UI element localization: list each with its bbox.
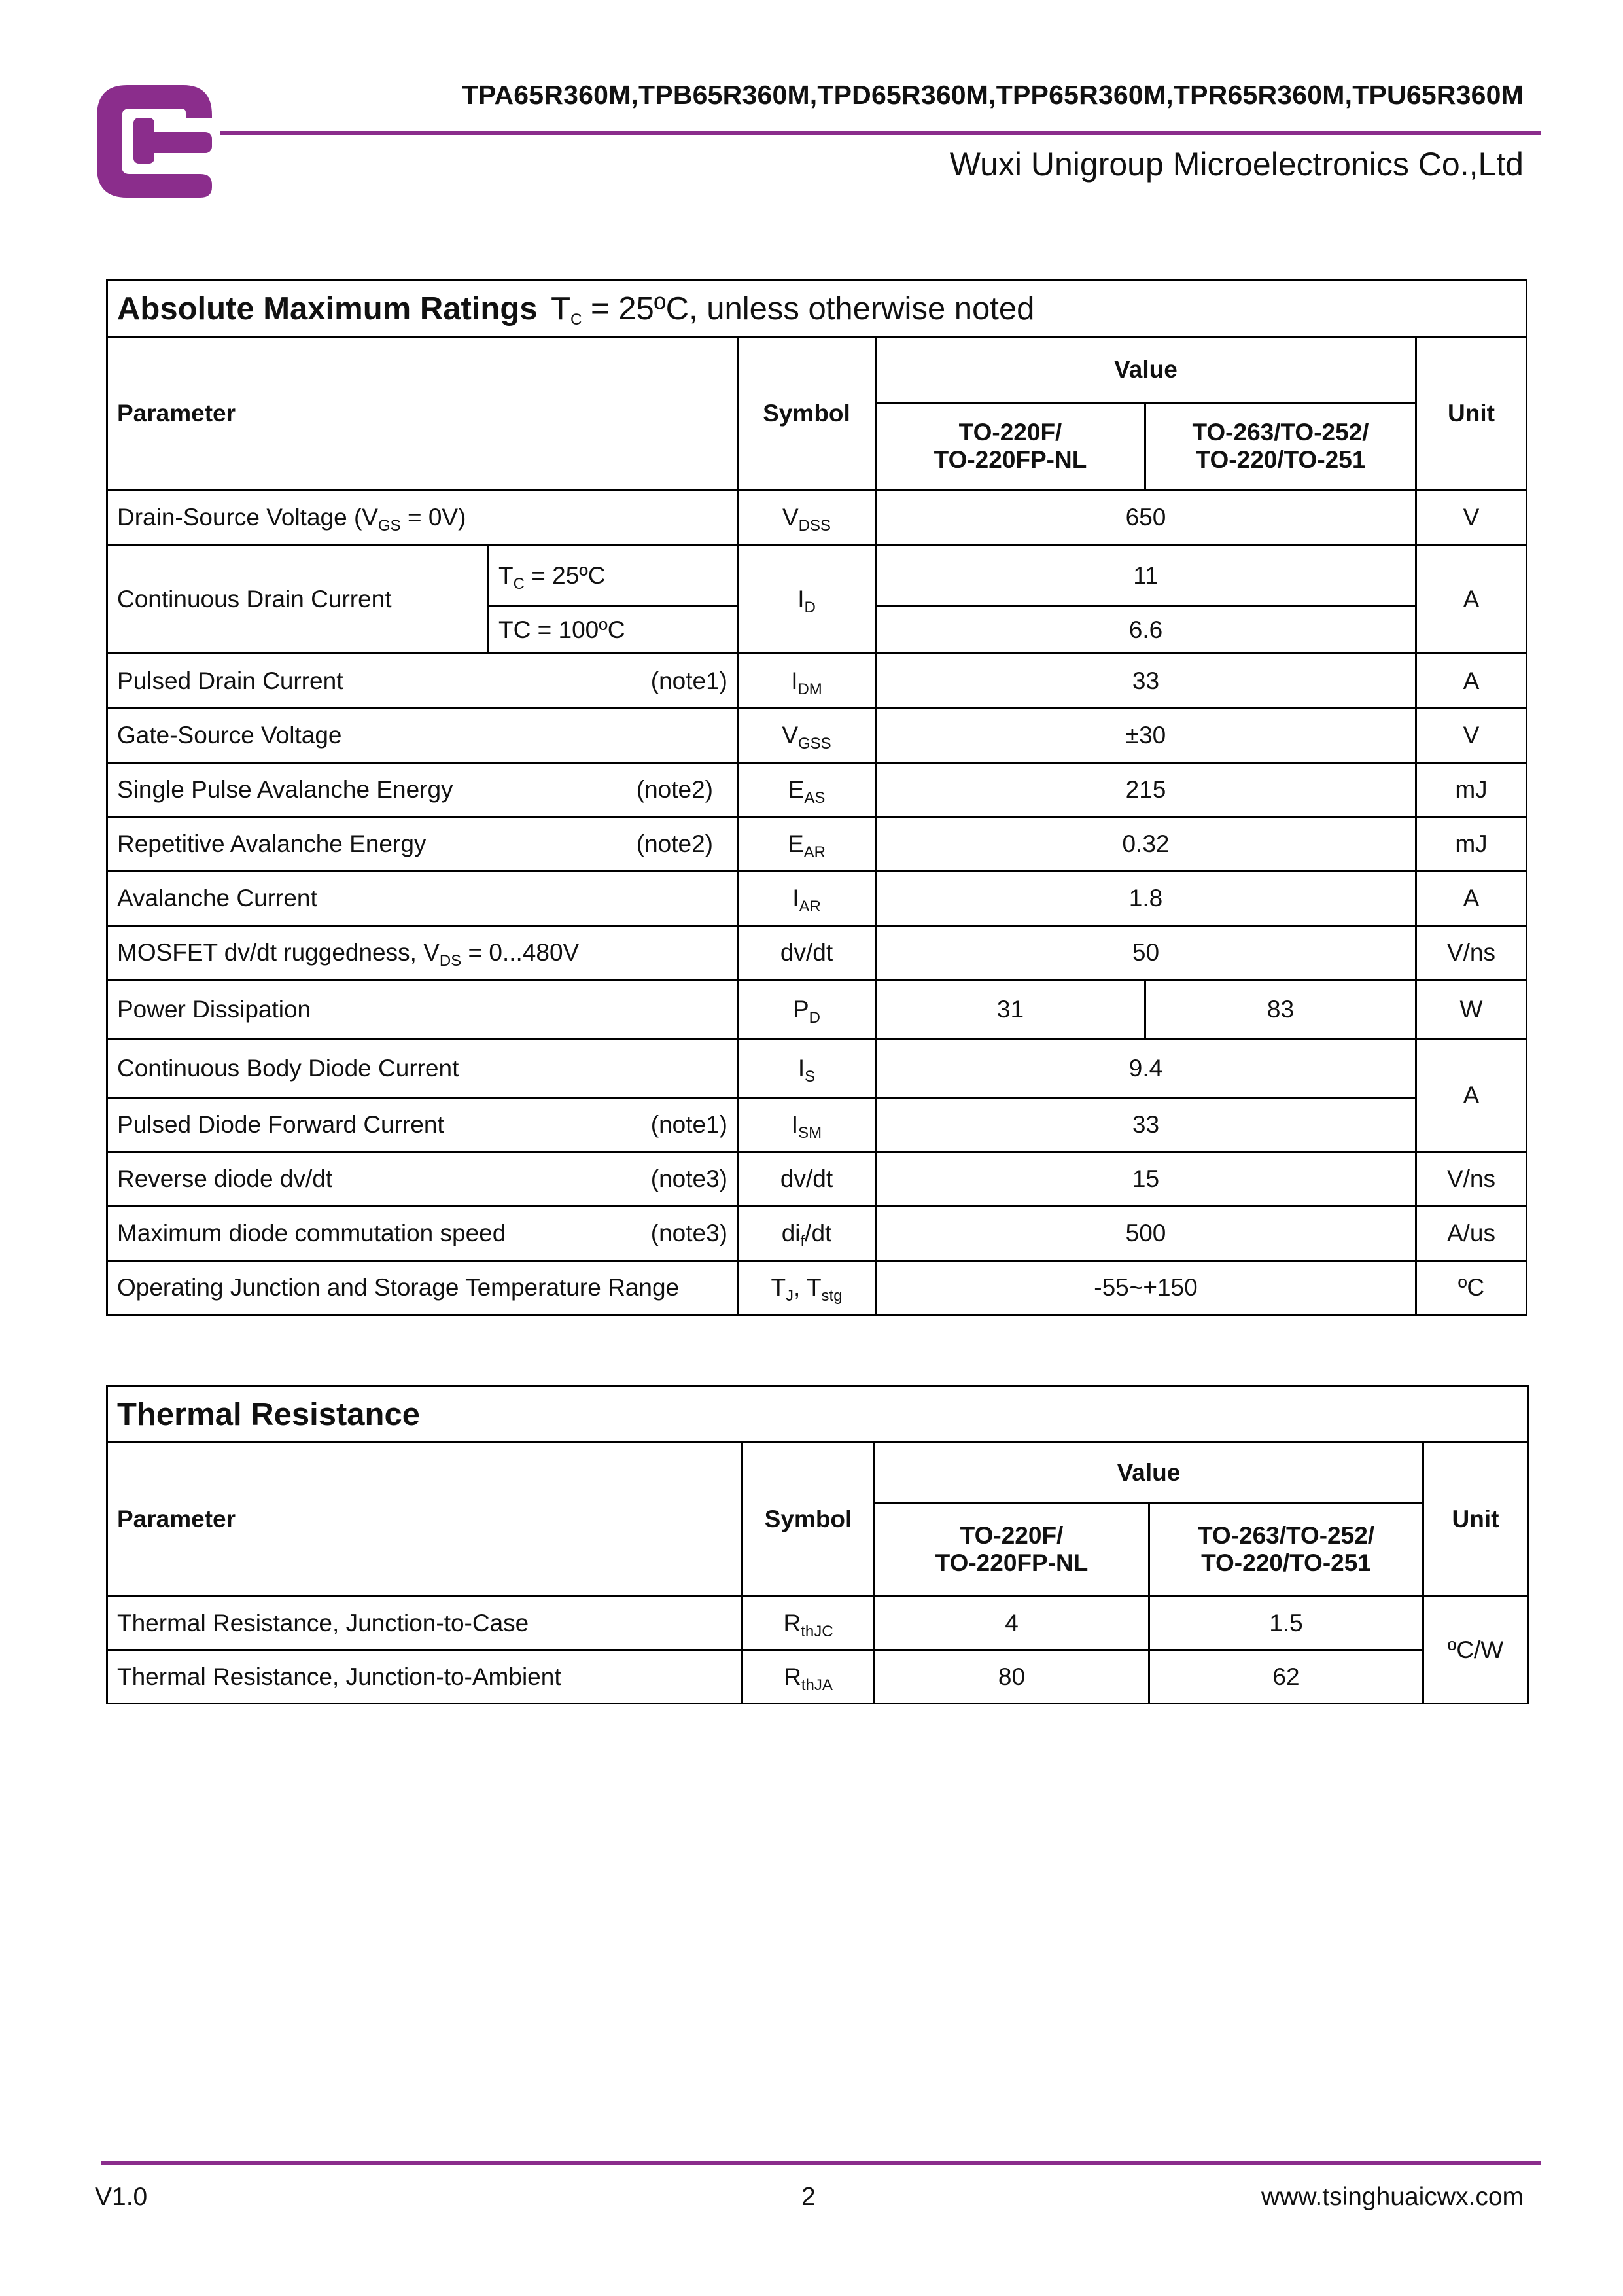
symbol-cell: $I_{AR}$ [738, 872, 876, 926]
absolute-max-ratings-table [106, 279, 1527, 1316]
unit-cell: A [1416, 545, 1527, 654]
unit-cell: A [1416, 872, 1527, 926]
value-cell: 9.4 [876, 1039, 1416, 1098]
value-cell: 33 [876, 1098, 1416, 1152]
param-cell: Gate-Source Voltage [107, 709, 738, 763]
col-header-package-1: TO-220F/ TO-220FP-NL [875, 1503, 1149, 1597]
value-cell: 80 [875, 1650, 1149, 1704]
abs-max-title: Absolute Maximum Ratings [117, 291, 538, 327]
value-cell: -55~+150 [876, 1261, 1416, 1315]
value-cell: 33 [876, 654, 1416, 709]
symbol-cell: $P_D$ [738, 980, 876, 1039]
footer-version: V1.0 [95, 2183, 148, 2211]
symbol-cell: dv/dt [738, 926, 876, 980]
footer-divider [101, 2161, 1541, 2165]
value-cell: 4 [875, 1597, 1149, 1650]
param-cell: Reverse diode dv/dt (note3) [107, 1152, 738, 1207]
unit-cell: V [1416, 709, 1527, 763]
abs-max-condition: $T_C$ = 25ºC, unless otherwise noted [551, 291, 1035, 328]
symbol-cell: $I_S$ [738, 1039, 876, 1098]
value-cell: 62 [1149, 1650, 1423, 1704]
table-row [107, 980, 1527, 1039]
table-row [107, 817, 1527, 872]
symbol-cell: $T_J$, $T_{stg}$ [738, 1261, 876, 1315]
param-cell: Drain-Source Voltage $(V_{GS} = 0V)$ [107, 490, 738, 545]
col-header-parameter: Parameter [107, 337, 738, 490]
value-cell: 0.32 [876, 817, 1416, 872]
condition-cell: TC = 100ºC [489, 607, 738, 654]
value-cell: 50 [876, 926, 1416, 980]
unit-cell: mJ [1416, 817, 1527, 872]
value-cell: 650 [876, 490, 1416, 545]
note-ref: (note1) [650, 667, 727, 694]
table-row [107, 926, 1527, 980]
param-cell: Continuous Body Diode Current [107, 1039, 738, 1098]
unit-cell: W [1416, 980, 1527, 1039]
param-cell: Single Pulse Avalanche Energy (note2) [107, 763, 738, 817]
col-header-value: Value [875, 1443, 1423, 1503]
value-cell: 83 [1145, 980, 1416, 1039]
symbol-cell: $I_{SM}$ [738, 1098, 876, 1152]
value-cell: 1.5 [1149, 1597, 1423, 1650]
col-header-package-2: TO-263/TO-252/ TO-220/TO-251 [1145, 403, 1416, 490]
col-header-unit: Unit [1423, 1443, 1528, 1597]
value-cell: 500 [876, 1207, 1416, 1261]
table-row [107, 1039, 1527, 1098]
unit-cell: mJ [1416, 763, 1527, 817]
header-model-list: TPA65R360M,TPB65R360M,TPD65R360M,TPP65R360M,TPR65R360M,TPU65R360M [461, 80, 1524, 110]
thermal-title: Thermal Resistance [117, 1396, 420, 1432]
param-cell: Repetitive Avalanche Energy (note2) [107, 817, 738, 872]
table-row [107, 1597, 1528, 1650]
symbol-cell: $I_D$ [738, 545, 876, 654]
unit-cell: ºC/W [1423, 1597, 1528, 1704]
col-header-symbol: Symbol [738, 337, 876, 490]
faint-watermark [790, 1142, 852, 1156]
param-cell: Continuous Drain Current [107, 545, 489, 654]
note-ref: (note2) [636, 830, 713, 857]
table-row [107, 709, 1527, 763]
unit-cell: ºC [1416, 1261, 1527, 1315]
header-divider [220, 131, 1541, 135]
param-cell: Thermal Resistance, Junction-to-Case [107, 1597, 742, 1650]
symbol-cell: $E_{AR}$ [738, 817, 876, 872]
table-row [107, 490, 1527, 545]
param-cell: Maximum diode commutation speed (note3) [107, 1207, 738, 1261]
table-row [107, 1152, 1527, 1207]
unit-cell: V [1416, 490, 1527, 545]
symbol-cell: $V_{GSS}$ [738, 709, 876, 763]
table-row [107, 872, 1527, 926]
param-cell: MOSFET dv/dt ruggedness, $V_{DS} = 0...480V$ [107, 926, 738, 980]
table-row [107, 545, 1527, 607]
header-company-name: Wuxi Unigroup Microelectronics Co.,Ltd [949, 146, 1524, 183]
value-cell: 215 [876, 763, 1416, 817]
value-cell: 11 [876, 545, 1416, 607]
col-header-unit: Unit [1416, 337, 1527, 490]
note-ref: (note1) [650, 1111, 727, 1138]
param-cell: Avalanche Current [107, 872, 738, 926]
unit-cell: A/us [1416, 1207, 1527, 1261]
symbol-cell: dv/dt [738, 1152, 876, 1207]
symbol-cell: $di_f/dt$ [738, 1207, 876, 1261]
symbol-cell: $R_{thJC}$ [742, 1597, 875, 1650]
value-cell: 6.6 [876, 607, 1416, 654]
symbol-cell: $V_{DSS}$ [738, 490, 876, 545]
param-cell: Power Dissipation [107, 980, 738, 1039]
col-header-package-2: TO-263/TO-252/ TO-220/TO-251 [1149, 1503, 1423, 1597]
symbol-cell: $R_{thJA}$ [742, 1650, 875, 1704]
table-row [107, 654, 1527, 709]
value-cell: 31 [876, 980, 1145, 1039]
table-row [107, 1261, 1527, 1315]
col-header-package-1: TO-220F/ TO-220FP-NL [876, 403, 1145, 490]
col-header-symbol: Symbol [742, 1443, 875, 1597]
thermal-title-cell [107, 1386, 1528, 1443]
unit-cell: A [1416, 1039, 1527, 1152]
table-row [107, 763, 1527, 817]
note-ref: (note3) [650, 1165, 727, 1192]
symbol-cell: $E_{AS}$ [738, 763, 876, 817]
footer-website-link[interactable]: www.tsinghuaicwx.com [1261, 2183, 1524, 2211]
thermal-resistance-table [106, 1385, 1529, 1704]
col-header-value: Value [876, 337, 1416, 403]
value-cell: 15 [876, 1152, 1416, 1207]
unigroup-logo-icon [85, 77, 220, 205]
table-row [107, 1207, 1527, 1261]
param-cell: Operating Junction and Storage Temperature Range [107, 1261, 738, 1315]
symbol-cell: $I_{DM}$ [738, 654, 876, 709]
param-cell: Pulsed Diode Forward Current (note1) [107, 1098, 738, 1152]
col-header-parameter: Parameter [107, 1443, 742, 1597]
condition-cell: $T_C$ = 25ºC [489, 545, 738, 607]
note-ref: (note2) [636, 776, 713, 803]
unit-cell: V/ns [1416, 926, 1527, 980]
value-cell: ±30 [876, 709, 1416, 763]
abs-max-title-cell [107, 281, 1527, 337]
table-row [107, 1650, 1528, 1704]
note-ref: (note3) [650, 1220, 727, 1246]
param-cell: Thermal Resistance, Junction-to-Ambient [107, 1650, 742, 1704]
unit-cell: V/ns [1416, 1152, 1527, 1207]
param-cell: Pulsed Drain Current (note1) [107, 654, 738, 709]
unit-cell: A [1416, 654, 1527, 709]
footer-page-number: 2 [801, 2183, 816, 2211]
value-cell: 1.8 [876, 872, 1416, 926]
